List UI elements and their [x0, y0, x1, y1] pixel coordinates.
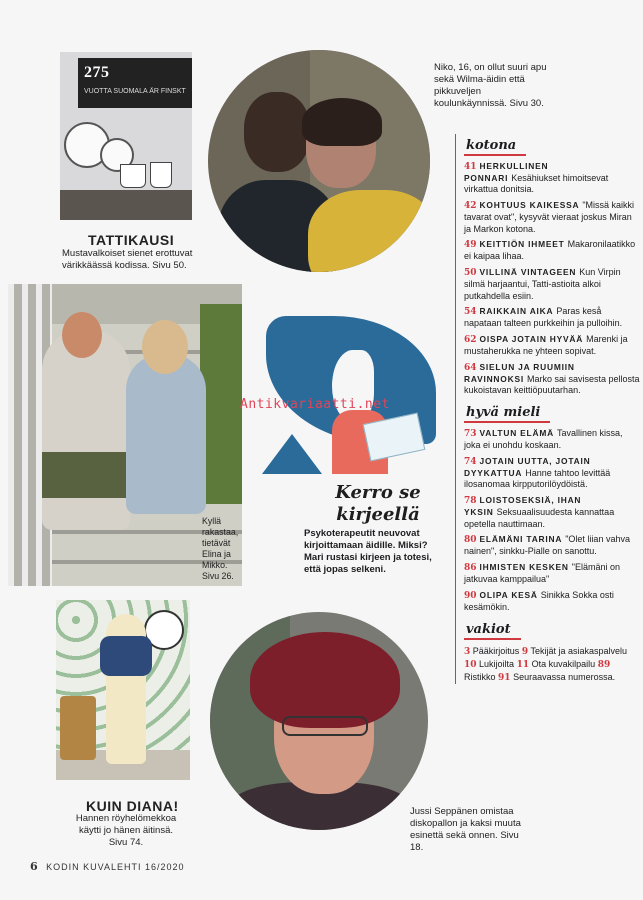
- diana-caption: Hannen röyhelömekkoa käytti jo hänen äitinsä. Sivu 74.: [75, 813, 177, 848]
- vakiot-page-number: 91: [498, 673, 511, 683]
- toc-page-number: 64: [464, 363, 477, 374]
- toc-page-number: 49: [464, 240, 477, 251]
- toc-entry-text: "Missä kaikki tavarat ovat", kysyvät vieraat joskus Miran ja Markon kotona.: [464, 200, 635, 234]
- vakiot-item: Ristikko: [464, 672, 496, 682]
- toc-entry: [464, 495, 640, 530]
- chair: [60, 696, 96, 760]
- letter-illustration: [262, 314, 438, 474]
- toc-entry-title: LOISTOSEKSIÄ, IHAN YKSIN: [464, 495, 582, 518]
- vakiot-page-number: 9: [521, 647, 529, 657]
- toc-entry-title: JOTAIN UUTTA, JOTAIN DYYKATTUA: [464, 456, 591, 479]
- section-heading-hyva-mieli: hyvä mieli: [464, 405, 550, 423]
- cup-image: [150, 162, 172, 188]
- person-mother-hair: [302, 98, 382, 146]
- toc-page-number: 90: [464, 591, 477, 602]
- toc-page-number: 80: [464, 535, 477, 546]
- toc-entry: [464, 534, 640, 557]
- table-of-contents: [455, 134, 640, 684]
- toc-page-number: 41: [464, 162, 477, 172]
- vakiot-page-number: 11: [516, 660, 530, 670]
- tattikausi-caption: Mustavalkoiset sienet erottuvat värikkäässä kodissa. Sivu 50.: [62, 248, 193, 271]
- vakiot-page-number: 89: [597, 660, 611, 670]
- diana-title: KUIN DIANA!: [86, 798, 179, 814]
- cup-image: [120, 164, 146, 188]
- toc-entry-text: Paras keså napataan talteen purkkeihin ja pulloihin.: [464, 306, 623, 329]
- vakiot-item: Tekijät ja asiakaspalvelu: [530, 646, 627, 656]
- toc-entry-text: Tavallinen kissa, joka ei unohdu koskaan.: [464, 428, 623, 451]
- niko-photo: [208, 50, 430, 272]
- vakiot-page-number: 10: [464, 660, 477, 670]
- anniversary-banner: [78, 58, 192, 108]
- toc-entry-title: SIELUN JA RUUMIIN RAVINNOKSI: [464, 362, 575, 385]
- kerro-title: [316, 482, 440, 526]
- toc-entry: [464, 362, 640, 397]
- toc-entry-title: VILLINÄ VINTAGEEN: [479, 267, 577, 278]
- banner-text: VUOTTA SUOMALA ÄR FINSKT: [84, 88, 186, 95]
- person-elina-head: [142, 320, 188, 374]
- banner-number: 275: [84, 64, 110, 81]
- toc-entry: [464, 267, 640, 302]
- toc-page-number: 74: [464, 457, 477, 468]
- toc-entry-text: Marenki ja mustaherukka ne yhteen sopivat.: [464, 334, 628, 357]
- kotona-list: [464, 161, 640, 397]
- kerro-title-line1: Kerro se: [335, 482, 421, 503]
- toc-entry-text: Marko sai savisesta pellosta kukoistavan keittiöpuutarhan.: [464, 374, 640, 396]
- shelf: [60, 190, 192, 220]
- toc-page-number: 42: [464, 201, 477, 212]
- kerro-title-line2: kirjeellä: [336, 504, 420, 525]
- jacket: [100, 636, 152, 676]
- toc-entry-text: "Olet liian vahva nainen", sinkku-Pialle on sanottu.: [464, 534, 630, 557]
- hair: [250, 632, 400, 728]
- toc-page-number: 54: [464, 307, 477, 318]
- couple-caption: Kyllä rakastaa, tietävät Elina ja Mikko. Sivu 26.: [202, 516, 239, 581]
- person-mikko: [42, 330, 130, 530]
- vakiot-item: Ota kuvakilpailu: [531, 659, 596, 669]
- toc-entry: [464, 161, 640, 196]
- vakiot-item: Lukijoilta: [479, 659, 515, 669]
- section-heading-kotona: kotona: [464, 138, 526, 156]
- toc-entry-title: VALTUN ELÄMÄ: [479, 428, 554, 439]
- jussi-photo: [210, 612, 428, 830]
- triangle-shape: [262, 434, 322, 474]
- person-niko-head: [244, 92, 310, 172]
- toc-page-number: 78: [464, 496, 477, 507]
- vakiot-list: [464, 645, 640, 684]
- toc-entry-title: KOHTUUS KAIKESSA: [479, 200, 580, 211]
- toc-entry-text: Hanne tahtoo levittää ilosanomaa kirpputorilöydöistä.: [464, 468, 611, 490]
- jussi-caption: Jussi Seppänen omistaa diskopallon ja kaksi muuta esinettä sekä onnen. Sivu 18.: [410, 806, 521, 853]
- page-number: 6: [30, 860, 39, 873]
- toc-entry-title: KEITTIÖN IHMEET: [479, 239, 565, 250]
- niko-caption: Niko, 16, on ollut suuri apu sekä Wilma-äidin että pikkuveljen koulunkäynnissä. Sivu 30.: [434, 62, 547, 109]
- toc-entry-text: Sinikka Sokka osti kesämökin.: [464, 590, 614, 613]
- glasses: [282, 716, 368, 736]
- toc-entry: [464, 200, 640, 235]
- magazine-name: KODIN KUVALEHTI 16/2020: [46, 862, 185, 872]
- toc-entry-text: Kesähiukset himoitsevat virkattua donitsia.: [464, 173, 609, 195]
- diana-photo: [56, 600, 190, 780]
- person-elina: [126, 354, 206, 514]
- page-footer: [30, 860, 185, 873]
- toc-entry-title: RAIKKAIN AIKA: [479, 306, 554, 317]
- toc-entry: [464, 428, 640, 451]
- watermark: Antikvariaatti.net: [240, 397, 390, 412]
- person-mikko-head: [62, 312, 102, 358]
- toc-entry: [464, 239, 640, 262]
- toc-entry-text: Kun Virpin silmä harjaantui, Tatti-astioita alkoi putkahdella esiin.: [464, 267, 621, 301]
- toc-entry-title: ELÄMÄNI TARINA: [479, 534, 563, 545]
- toc-entry: [464, 334, 640, 357]
- tattikausi-title: TATTIKAUSI: [88, 232, 175, 248]
- toc-page-number: 73: [464, 429, 477, 440]
- toc-entry: [464, 590, 640, 613]
- tattikausi-photo: [60, 52, 192, 220]
- couple-photo: [8, 284, 242, 586]
- toc-entry-text: Makaronilaatikko ei kaipaa lihaa.: [464, 239, 636, 262]
- toc-page-number: 62: [464, 335, 477, 346]
- toc-entry-title: OLIPA KESÄ: [479, 590, 538, 601]
- person-mother: [308, 190, 430, 272]
- toc-entry: [464, 456, 640, 491]
- section-heading-vakiot: vakiot: [464, 622, 521, 640]
- toc-entry-text: "Elämäni on jatkuvaa kamppailua": [464, 562, 621, 585]
- toc-entry: [464, 562, 640, 585]
- vakiot-item: Seuraavassa numerossa.: [513, 672, 616, 682]
- toc-entry-text: Seksuaalisuudesta kannattaa opetella nauttimaan.: [464, 507, 615, 529]
- toc-page-number: 86: [464, 563, 477, 574]
- toc-entry-title: IHMISTEN KESKEN: [479, 562, 569, 573]
- vakiot-item: Pääkirjoitus: [472, 646, 520, 656]
- kerro-caption: Psykoterapeutit neuvovat kirjoittamaan äidille. Miksi? Mari rustasi kirjeen ja totesi, että jopas selkeni.: [304, 528, 432, 575]
- toc-page-number: 50: [464, 268, 477, 279]
- toc-entry-title: HERKULLINEN PONNARI: [464, 161, 549, 184]
- hyva-mieli-list: [464, 428, 640, 613]
- vakiot-page-number: 3: [464, 647, 471, 657]
- plants: [200, 304, 242, 504]
- toc-entry-title: OISPA JOTAIN HYVÄÄ: [479, 334, 584, 345]
- shorts: [42, 452, 130, 498]
- toc-entry: [464, 306, 640, 329]
